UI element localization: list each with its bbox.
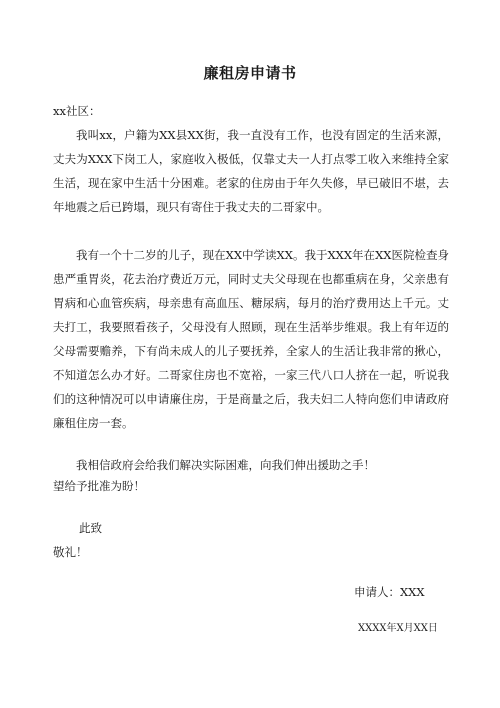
letter-date: XXXX年X月XX日 [358,623,438,634]
letter-title: 廉租房申请书 [203,64,297,82]
letter-closing-salute: 敬礼！ [53,545,88,559]
letter-salutation: xx社区： [53,104,101,118]
letter-paragraph-3: 我相信政府会给我们解决实际困难，向我们伸出援助之手！ [76,458,375,472]
letter-applicant: 申请人：XXX [354,585,425,599]
letter-closing-greeting: 此致 [79,521,102,535]
letter-paragraph-2: 我有一个十二岁的儿子，现在XX中学读XX。我于XXX年在XX医院检查身患严重胃炎，花去治疗费近万元，同时丈夫父母现在也都重病在身，父亲患有胃病和心血管疾病，母亲患有高血压、糖尿病，每月的治疗费用达上千元。丈夫打工，我要照看孩子，父母没有人照顾，现在生活举步维艰。我上有年迈的父母需要赡养，下有尚未成人的儿子要抚养，全家人的生活让我非常的揪心，不知道怎么办才好。二哥家住房也不宽裕，一家三代八口人挤在一起，听说我们的这种情况可以申请廉住房，于是商量之后，我夫妇二人特向您们申请政府廉租住房一套。 [53,248,449,430]
letter-closing-request: 望给予批准为盼！ [53,479,145,493]
letter-paragraph-1: 我叫xx，户籍为XX县XX街，我一直没有工作，也没有固定的生活来源，丈夫为XXX下岗工人，家庭收入极低，仅靠丈夫一人打点零工收入来维持全家生活，现在家中生活十分困难。老家的住房由于年久失修，早已破旧不堪，去年地震之后已跨塌，现只有寄住于我丈夫的二哥家中。 [53,128,449,214]
